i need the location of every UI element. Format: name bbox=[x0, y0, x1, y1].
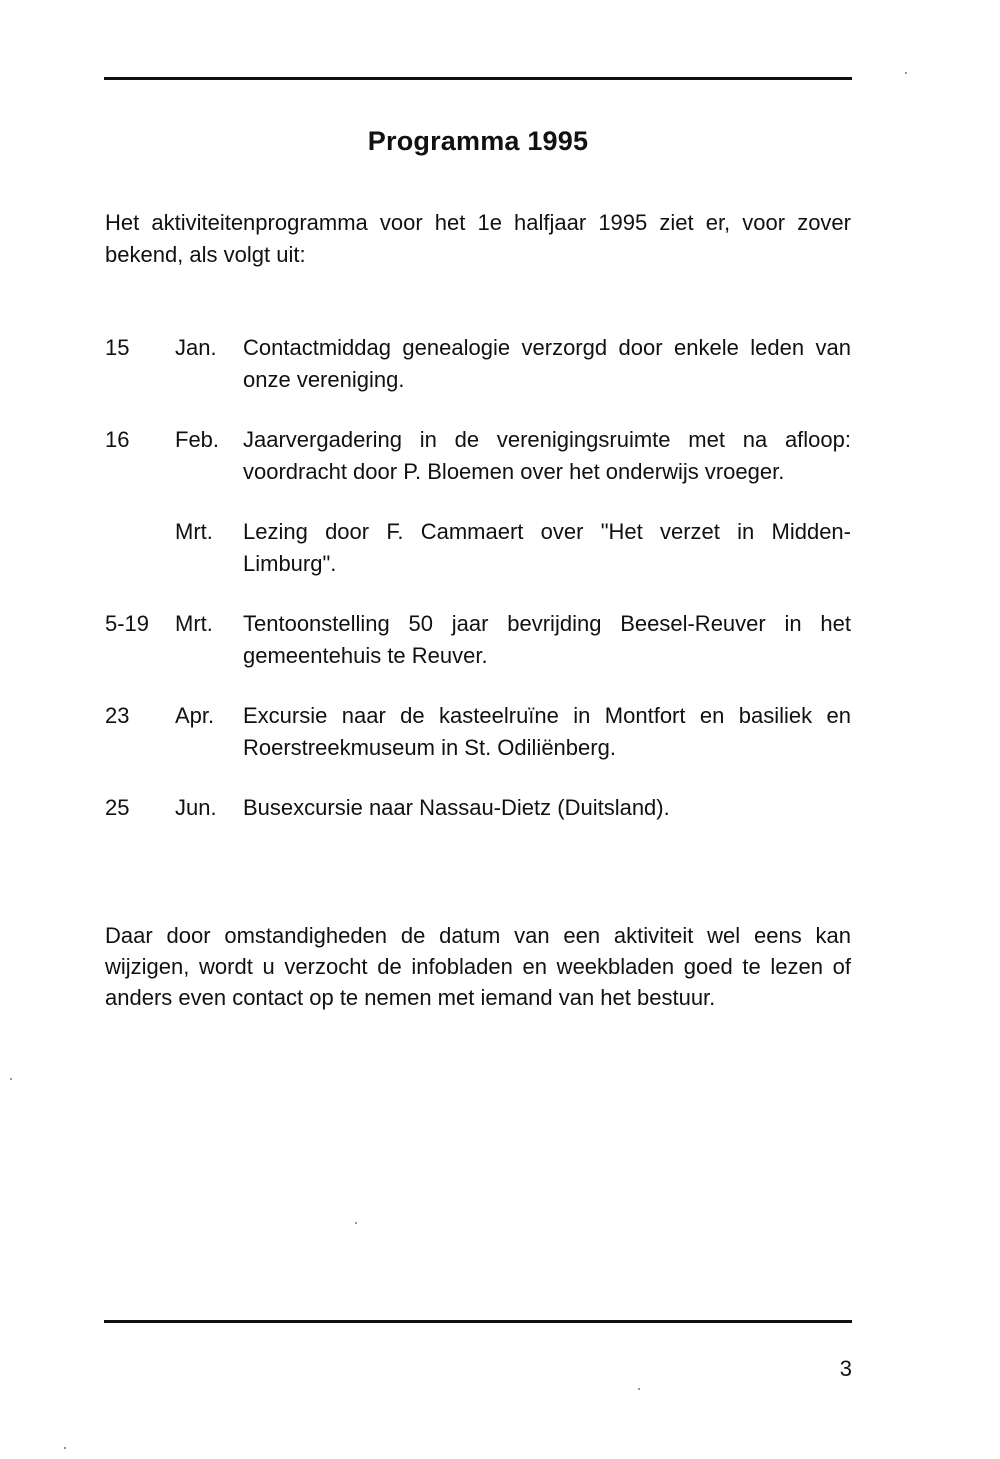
event-description: Tentoonstelling 50 jaar bevrijding Beesel-Reuver in het gemeentehuis te Reuver. bbox=[243, 611, 851, 668]
event-day: 15 bbox=[105, 335, 130, 360]
event-day: 23 bbox=[105, 703, 130, 728]
event-day bbox=[105, 516, 175, 579]
event-description: Jaarvergadering in de verenigingsruimte met na afloop: voordracht door P. Bloemen over het onderwijs vroeger. bbox=[243, 427, 851, 484]
event-month: Jun. bbox=[175, 795, 217, 820]
page-number: 3 bbox=[839, 1356, 852, 1381]
closing-paragraph: Daar door omstandigheden de datum van een aktiviteit wel eens kan wijzigen, wordt u verzocht de infobladen en weekbladen goed te lezen of anders even contact op te nemen met iemand van het bestuur. bbox=[105, 923, 851, 1010]
scan-speck bbox=[638, 1388, 640, 1390]
bottom-horizontal-rule bbox=[104, 1320, 852, 1323]
event-month: Mrt. bbox=[175, 611, 213, 636]
event-description: Lezing door F. Cammaert over "Het verzet in Midden-Limburg". bbox=[243, 519, 851, 576]
event-description: Excursie naar de kasteelruïne in Montfort en basiliek en Roerstreekmuseum in St. Odiliënberg. bbox=[243, 703, 851, 760]
event-item bbox=[105, 792, 851, 824]
event-item bbox=[105, 332, 851, 395]
page-title: Programma 1995 bbox=[367, 126, 589, 157]
intro-paragraph: Het aktiviteitenprogramma voor het 1e halfjaar 1995 ziet er, voor zover bekend, als volgt uit: bbox=[105, 210, 851, 267]
scan-speck bbox=[355, 1222, 357, 1224]
event-item bbox=[105, 608, 851, 671]
event-month: Feb. bbox=[175, 427, 220, 452]
event-description: Contactmiddag genealogie verzorgd door enkele leden van onze vereniging. bbox=[243, 335, 851, 392]
scan-speck bbox=[10, 1078, 12, 1080]
event-day: 5-19 bbox=[105, 611, 150, 636]
top-horizontal-rule bbox=[104, 77, 852, 80]
scan-speck bbox=[905, 72, 907, 74]
event-item bbox=[105, 516, 851, 579]
event-list bbox=[105, 332, 851, 853]
event-item bbox=[105, 424, 851, 487]
event-month: Apr. bbox=[175, 703, 215, 728]
event-month: Mrt. bbox=[175, 519, 213, 544]
event-month: Jan. bbox=[175, 335, 217, 360]
event-day: 25 bbox=[105, 795, 130, 820]
scan-speck bbox=[64, 1447, 66, 1449]
event-item bbox=[105, 700, 851, 763]
event-description: Busexcursie naar Nassau-Dietz (Duitsland). bbox=[243, 795, 670, 820]
event-day: 16 bbox=[105, 427, 130, 452]
